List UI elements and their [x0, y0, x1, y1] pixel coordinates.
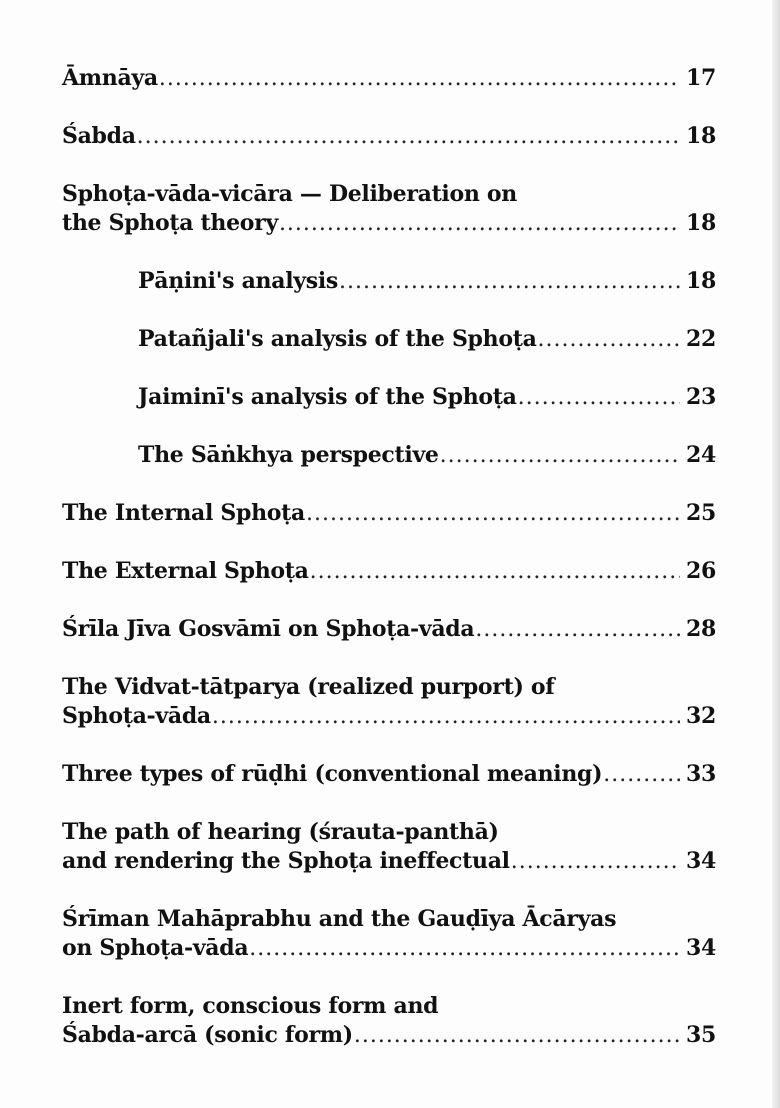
page-edge-shadow	[772, 0, 780, 1108]
toc-entry[interactable]	[62, 557, 716, 586]
toc-entry-line	[62, 557, 716, 586]
toc-entry-line	[62, 934, 716, 963]
toc-entry-line	[62, 64, 716, 93]
toc-entry-line	[138, 325, 716, 354]
dot-leader	[538, 325, 680, 354]
toc-page-number: 35	[685, 1022, 716, 1048]
toc-page-number: 32	[685, 703, 716, 729]
toc-page-number: 18	[685, 268, 716, 294]
toc-entry-line	[62, 760, 716, 789]
toc-entry-title: Śabda	[62, 123, 136, 149]
toc-entry-line	[138, 383, 716, 412]
dot-leader	[249, 934, 680, 963]
toc-entry-line	[62, 1021, 716, 1050]
toc-entry[interactable]	[62, 122, 716, 151]
toc-entry[interactable]	[62, 992, 716, 1050]
dot-leader	[603, 760, 680, 789]
toc-entry-title: The External Sphoṭa	[62, 558, 309, 584]
toc-entry-line	[62, 673, 716, 702]
dot-leader	[137, 122, 680, 151]
toc-entry[interactable]	[62, 383, 716, 412]
toc-entry-title: on Sphoṭa-vāda	[62, 935, 249, 961]
toc-entry-line	[62, 702, 716, 731]
toc-page-number: 34	[685, 848, 716, 874]
toc-entry[interactable]	[62, 64, 716, 93]
toc-page-number: 33	[685, 761, 716, 787]
dot-leader	[306, 499, 680, 528]
toc-entry-title: Sphoṭa-vāda-vicāra — Deliberation on	[62, 181, 517, 207]
toc-page-number: 28	[685, 616, 716, 642]
toc-entry-line	[62, 847, 716, 876]
table-of-contents	[62, 64, 716, 1050]
toc-entry-title: The Sāṅkhya perspective	[138, 442, 439, 468]
toc-page-number: 34	[685, 935, 716, 961]
dot-leader	[511, 847, 680, 876]
dot-leader	[339, 267, 680, 296]
dot-leader	[310, 557, 680, 586]
dot-leader	[354, 1021, 680, 1050]
toc-entry[interactable]	[62, 441, 716, 470]
toc-entry-title: The path of hearing (śrauta-panthā)	[62, 819, 499, 845]
toc-entry-title: and rendering the Sphoṭa ineffectual	[62, 848, 510, 874]
toc-entry[interactable]	[62, 325, 716, 354]
toc-entry-line	[138, 441, 716, 470]
toc-entry-line	[62, 122, 716, 151]
toc-entry-line	[62, 180, 716, 209]
toc-entry[interactable]	[62, 499, 716, 528]
toc-entry-line	[62, 905, 716, 934]
toc-page-number: 26	[685, 558, 716, 584]
dot-leader	[475, 615, 680, 644]
toc-entry-title: Śabda-arcā (sonic form)	[62, 1022, 353, 1048]
toc-entry-title: Śrīla Jīva Gosvāmī on Sphoṭa-vāda	[62, 616, 475, 642]
toc-page-number: 18	[685, 210, 716, 236]
toc-entry-title: the Sphoṭa theory	[62, 210, 278, 236]
toc-entry[interactable]	[62, 818, 716, 876]
dot-leader	[518, 383, 680, 412]
toc-page-number: 23	[685, 384, 716, 410]
toc-entry-line	[62, 209, 716, 238]
toc-page-number: 25	[685, 500, 716, 526]
dot-leader	[159, 64, 680, 93]
toc-entry-title: Inert form, conscious form and	[62, 993, 439, 1019]
toc-entry[interactable]	[62, 673, 716, 731]
toc-entry-title: Patañjali's analysis of the Sphoṭa	[138, 326, 537, 352]
toc-entry-line	[62, 499, 716, 528]
toc-entry[interactable]	[62, 905, 716, 963]
toc-entry-line	[138, 267, 716, 296]
toc-page-number: 22	[685, 326, 716, 352]
toc-entry-line	[62, 818, 716, 847]
toc-entry-title: Āmnāya	[62, 65, 158, 91]
toc-entry-line	[62, 615, 716, 644]
dot-leader	[279, 209, 680, 238]
toc-entry[interactable]	[62, 760, 716, 789]
toc-entry[interactable]	[62, 267, 716, 296]
toc-entry-title: Śrīman Mahāprabhu and the Gauḍīya Ācāryas	[62, 906, 617, 932]
toc-entry[interactable]	[62, 615, 716, 644]
toc-entry-title: Jaiminī's analysis of the Sphoṭa	[138, 384, 517, 410]
toc-entry-title: The Vidvat-tātparya (realized purport) of	[62, 674, 555, 700]
toc-entry-title: Sphoṭa-vāda	[62, 703, 211, 729]
toc-entry-title: The Internal Sphoṭa	[62, 500, 305, 526]
toc-page-number: 17	[685, 65, 716, 91]
toc-entry[interactable]	[62, 180, 716, 238]
toc-entry-title: Pāṇini's analysis	[138, 268, 338, 294]
dot-leader	[440, 441, 680, 470]
toc-page-number: 18	[685, 123, 716, 149]
toc-page-number: 24	[685, 442, 716, 468]
dot-leader	[212, 702, 680, 731]
toc-entry-title: Three types of rūḍhi (conventional meaning)	[62, 761, 603, 787]
toc-entry-line	[62, 992, 716, 1021]
